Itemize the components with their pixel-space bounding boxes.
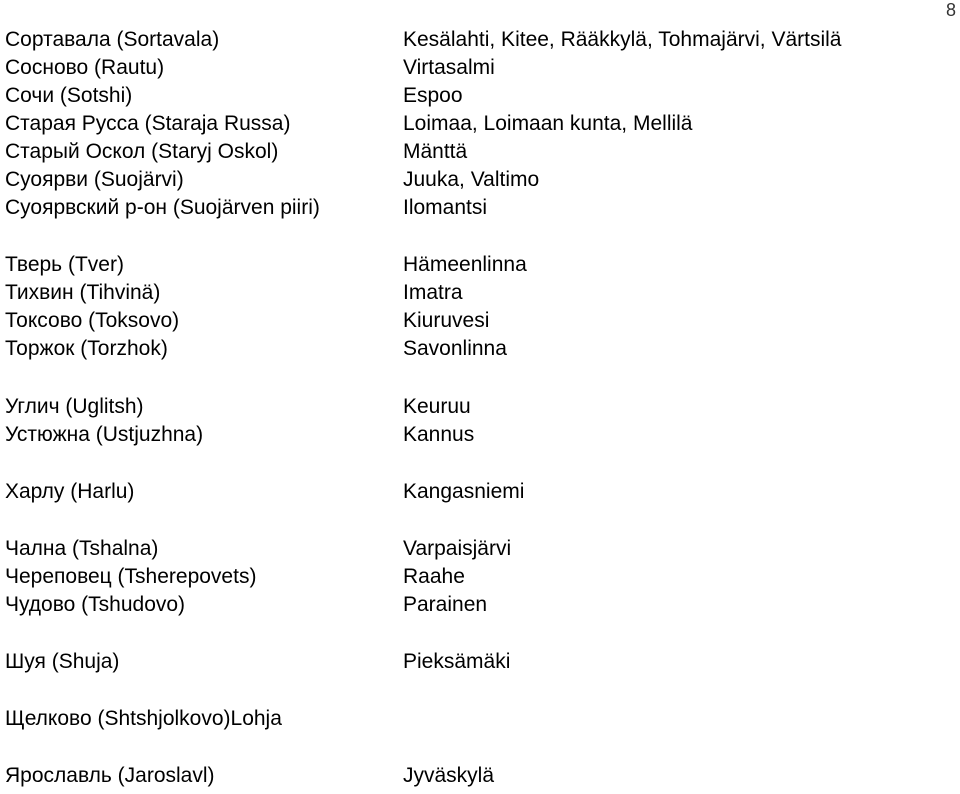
list-item [0,307,960,335]
finnish-municipality-name: Ilomantsi [403,196,488,219]
russian-town-name: Суоярви (Suojärvi) [5,168,184,191]
finnish-municipality-name: Mänttä [403,140,468,163]
finnish-municipality-name: Kiuruvesi [403,309,490,332]
finnish-municipality-name: Kangasniemi [403,480,525,503]
finnish-municipality-name: Parainen [403,593,488,616]
russian-town-name: Устюжна (Ustjuzhna) [5,423,204,446]
list-item [0,138,960,166]
list-item [0,279,960,307]
finnish-municipality-name: Imatra [403,281,463,304]
list-item [0,421,960,449]
finnish-municipality-name: Juuka, Valtimo [403,168,540,191]
russian-town-name: Старая Русса (Staraja Russa) [5,112,291,135]
russian-town-name: Торжок (Torzhok) [5,337,168,360]
finnish-municipality-name: Hämeenlinna [403,253,527,276]
finnish-municipality-name: Pieksämäki [403,650,511,673]
russian-town-name: Тверь (Tver) [5,253,124,276]
russian-town-name: Ярославль (Jaroslavl) [5,764,215,787]
russian-town-name: Чудово (Tshudovo) [5,593,186,616]
list-item [0,563,960,591]
list-item [0,166,960,194]
list-item [0,705,960,733]
finnish-municipality-name: Loimaa, Loimaan kunta, Mellilä [403,112,693,135]
finnish-municipality-name: Varpaisjärvi [403,537,512,560]
russian-town-name: Тихвин (Tihvinä) [5,281,161,304]
russian-town-name: Шуя (Shuja) [5,650,120,673]
list-item [0,26,960,54]
list-item [0,648,960,676]
russian-town-name: Харлу (Harlu) [5,480,135,503]
list-item [0,393,960,421]
russian-town-name: Череповец (Tsherepovets) [5,565,257,588]
list-item [0,535,960,563]
russian-town-name: Чална (Tshalna) [5,537,159,560]
list-item [0,591,960,619]
page-number: 8 [945,0,956,20]
finnish-municipality-name: Espoo [403,84,463,107]
finnish-municipality-name: Keuruu [403,395,471,418]
russian-town-name: Токсово (Toksovo) [5,309,180,332]
finnish-municipality-name: Jyväskylä [403,764,495,787]
list-item [0,82,960,110]
finnish-municipality-name: Virtasalmi [403,56,495,79]
list-item [0,335,960,363]
list-item [0,194,960,222]
russian-town-name: Сортавала (Sortavala) [5,28,220,51]
list-item [0,478,960,506]
finnish-municipality-name: Savonlinna [403,337,507,360]
list-item [0,251,960,279]
russian-town-name: Сочи (Sotshi) [5,84,133,107]
finnish-municipality-name: Raahe [403,565,465,588]
russian-town-name: Старый Оскол (Staryj Oskol) [5,140,279,163]
russian-town-name: Щелково (Shtshjolkovo)Lohja [5,707,282,730]
russian-town-name: Сосново (Rautu) [5,56,165,79]
finnish-municipality-name: Kannus [403,423,475,446]
russian-town-name: Углич (Uglitsh) [5,395,144,418]
list-item [0,54,960,82]
list-item [0,762,960,790]
russian-town-name: Суоярвский р-он (Suojärven piiri) [5,196,320,219]
finnish-municipality-name: Kesälahti, Kitee, Rääkkylä, Tohmajärvi, Värtsilä [403,28,842,51]
list-item [0,110,960,138]
